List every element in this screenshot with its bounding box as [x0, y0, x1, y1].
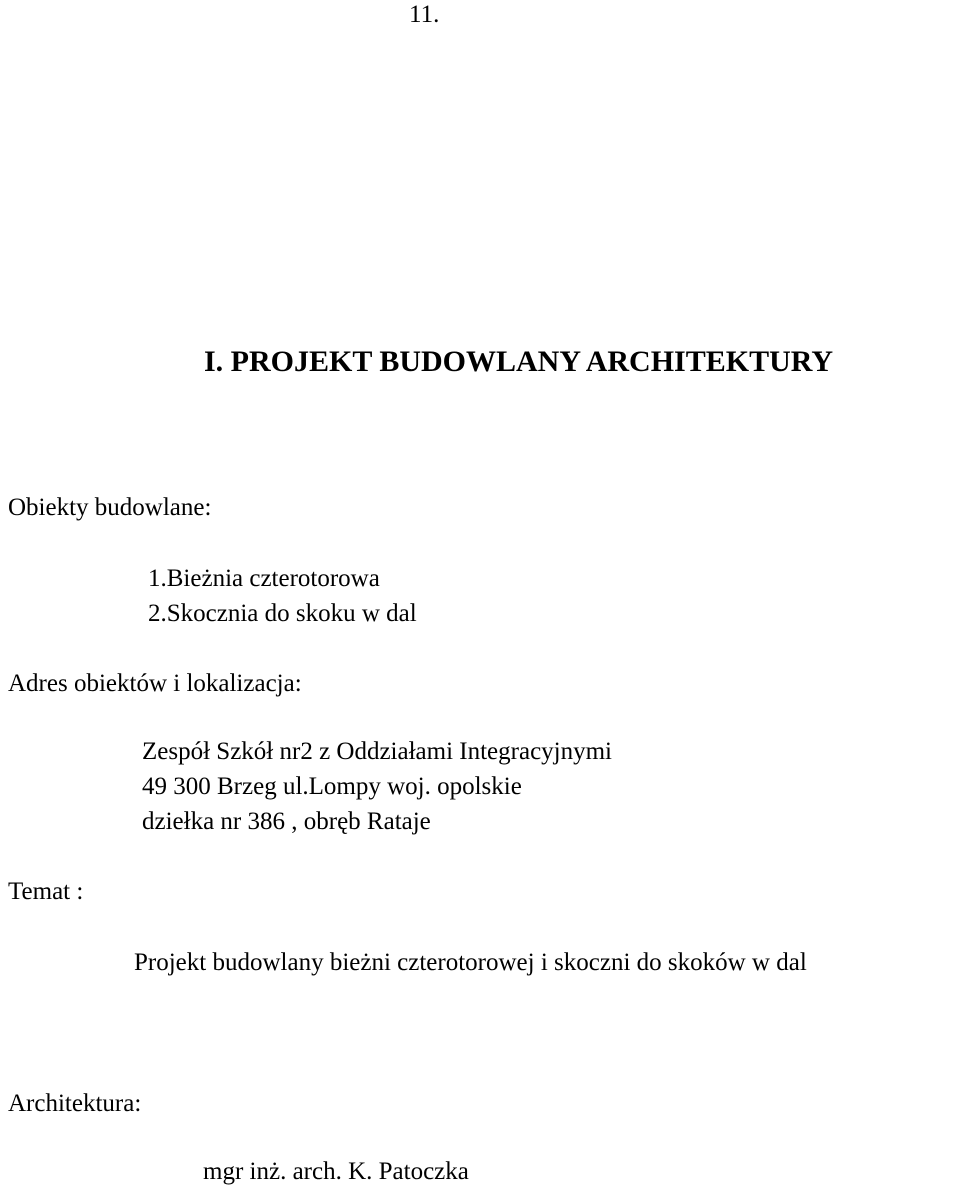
object-item-running-track: 1.Bieżnia czterotorowa [148, 565, 380, 592]
address-label: Adres obiektów i lokalizacja: [8, 670, 302, 697]
address-line-street: 49 300 Brzeg ul.Lompy woj. opolskie [142, 773, 522, 800]
address-line-school: Zespół Szkół nr2 z Oddziałami Integracyjnymi [142, 738, 613, 765]
topic-value: Projekt budowlany bieżni czterotorowej i skoczni do skoków w dal [134, 949, 807, 976]
architecture-label: Architektura: [8, 1090, 142, 1117]
page-number: 11. [409, 1, 440, 28]
address-line-plot: dziełka nr 386 , obręb Rataje [142, 808, 431, 835]
document-heading: I. PROJEKT BUDOWLANY ARCHITEKTURY [204, 345, 834, 378]
topic-label: Temat : [8, 878, 84, 905]
objects-label: Obiekty budowlane: [8, 494, 212, 521]
architect-name: mgr inż. arch. K. Patoczka [203, 1158, 469, 1185]
object-item-long-jump-pit: 2.Skocznia do skoku w dal [148, 600, 417, 627]
